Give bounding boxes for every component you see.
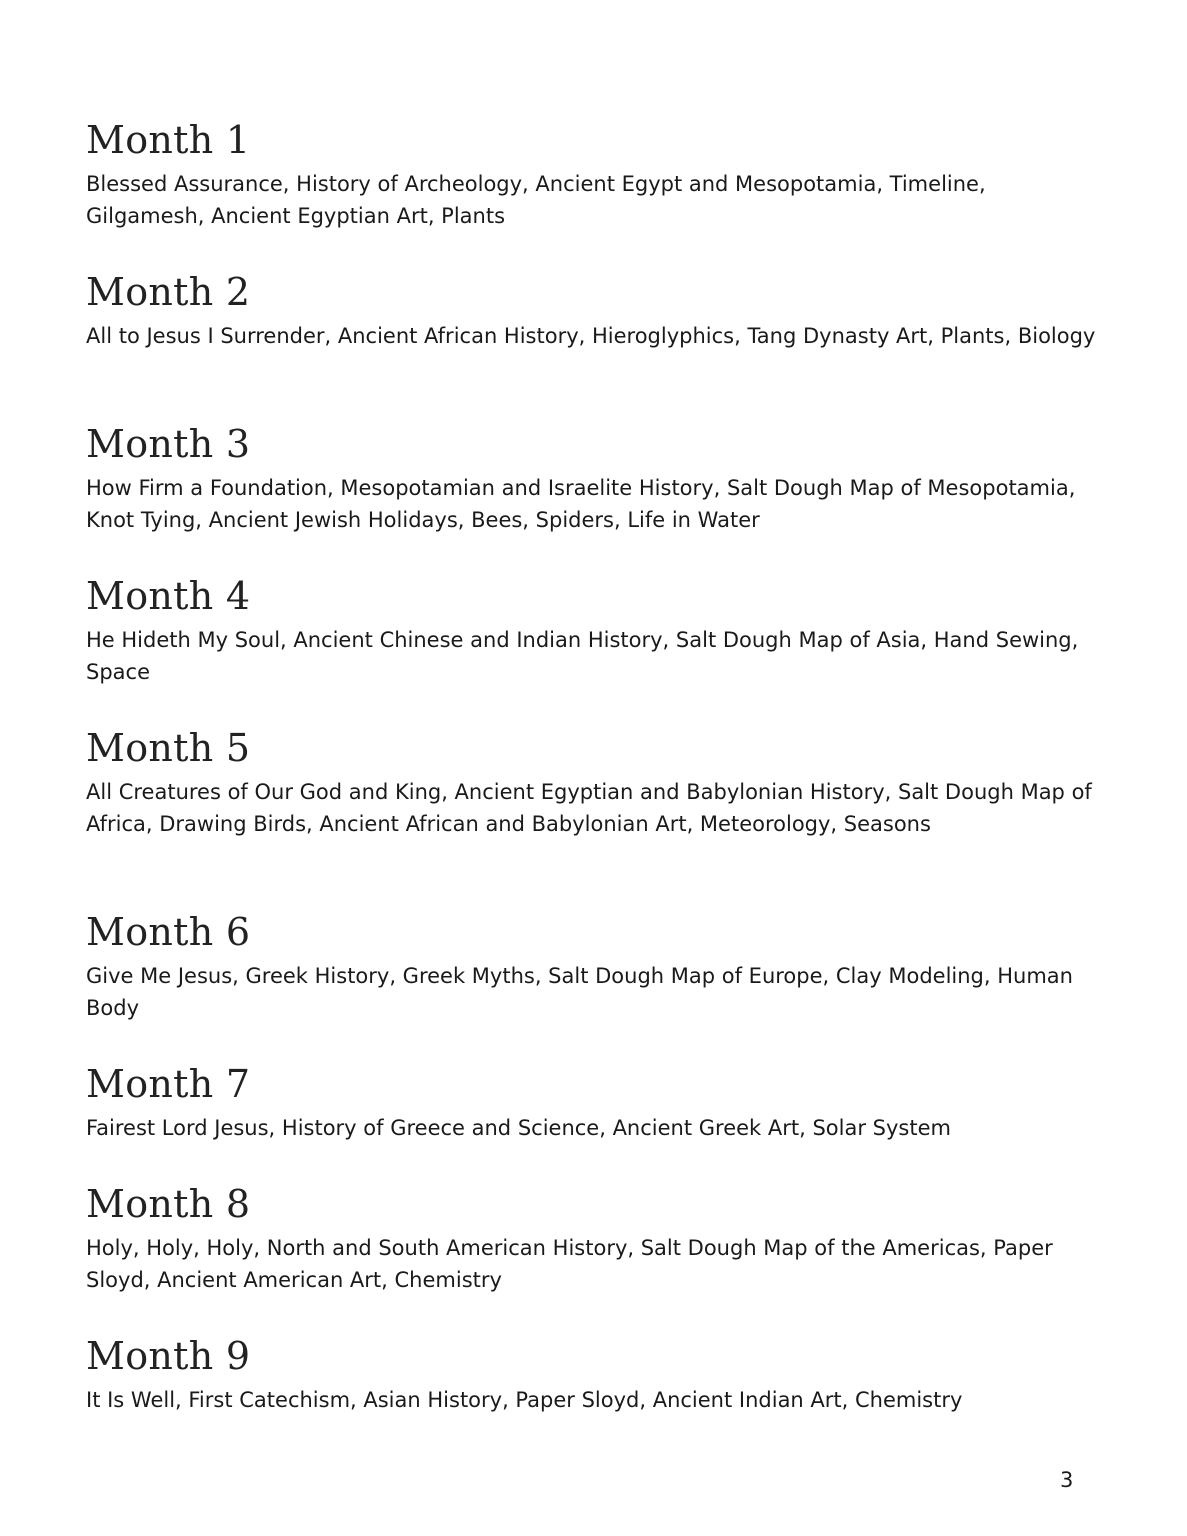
month-section-3 [86, 422, 1106, 536]
month-description: Blessed Assurance, History of Archeology, Ancient Egypt and Mesopotamia, Timeline, Gilgamesh, Ancient Egyptian Art, Plants [86, 172, 986, 228]
month-title: Month 9 [86, 1334, 251, 1378]
page-number: 3 [1060, 1468, 1074, 1492]
month-title: Month 4 [86, 574, 251, 618]
month-description: Fairest Lord Jesus, History of Greece and Science, Ancient Greek Art, Solar System [86, 1116, 951, 1140]
month-description: All to Jesus I Surrender, Ancient African History, Hieroglyphics, Tang Dynasty Art, Plants, Biology [86, 324, 1096, 348]
month-section-2 [86, 270, 1106, 352]
month-title: Month 8 [86, 1182, 251, 1226]
month-title: Month 3 [86, 422, 251, 466]
month-description: Give Me Jesus, Greek History, Greek Myths, Salt Dough Map of Europe, Clay Modeling, Human Body [86, 964, 1073, 1020]
month-description: He Hideth My Soul, Ancient Chinese and Indian History, Salt Dough Map of Asia, Hand Sewing, Space [86, 628, 1079, 684]
month-title: Month 1 [86, 118, 251, 162]
month-section-5 [86, 726, 1106, 840]
month-title: Month 7 [86, 1062, 251, 1106]
month-section-8 [86, 1182, 1106, 1296]
month-section-4 [86, 574, 1106, 688]
month-title: Month 2 [86, 270, 251, 314]
month-section-6 [86, 910, 1106, 1024]
month-description: How Firm a Foundation, Mesopotamian and Israelite History, Salt Dough Map of Mesopotamia, Knot Tying, Ancient Jewish Holidays, Bees, Spiders, Life in Water [86, 476, 1076, 532]
month-section-9 [86, 1334, 1106, 1416]
month-description: It Is Well, First Catechism, Asian History, Paper Sloyd, Ancient Indian Art, Chemistry [86, 1388, 963, 1412]
month-title: Month 5 [86, 726, 251, 770]
month-section-1 [86, 118, 1106, 232]
month-description: Holy, Holy, Holy, North and South American History, Salt Dough Map of the Americas, Paper Sloyd, Ancient American Art, Chemistry [86, 1236, 1053, 1292]
month-section-7 [86, 1062, 1106, 1144]
month-description: All Creatures of Our God and King, Ancient Egyptian and Babylonian History, Salt Dough Map of Africa, Drawing Birds, Ancient African and Babylonian Art, Meteorology, Seasons [86, 780, 1092, 836]
month-title: Month 6 [86, 910, 251, 954]
